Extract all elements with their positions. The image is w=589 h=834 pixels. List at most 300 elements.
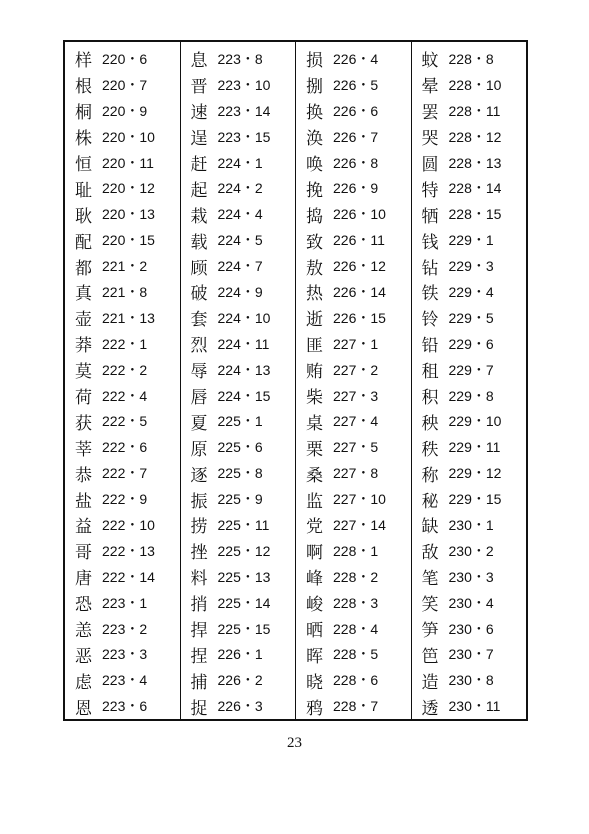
entry-character: 样 — [75, 51, 92, 72]
index-entry — [412, 227, 527, 253]
entry-reference: 228・3 — [333, 594, 379, 611]
index-entry — [296, 150, 411, 176]
index-entry — [181, 175, 296, 201]
entry-character: 晓 — [306, 672, 323, 693]
entry-character: 真 — [75, 284, 92, 305]
index-entry — [181, 667, 296, 693]
entry-character: 壶 — [75, 310, 92, 331]
entry-reference: 225・6 — [217, 439, 263, 456]
entry-character: 笑 — [421, 595, 439, 616]
entry-character: 栽 — [190, 206, 208, 227]
entry-reference: 222・1 — [102, 335, 148, 352]
index-entry — [65, 564, 180, 590]
entry-reference: 225・13 — [217, 568, 271, 585]
index-entry — [412, 460, 527, 486]
index-entry — [65, 641, 180, 667]
entry-character: 莫 — [75, 362, 92, 383]
index-entry — [65, 46, 180, 72]
entry-reference: 224・5 — [217, 232, 263, 249]
index-entry — [181, 564, 296, 590]
index-entry — [65, 434, 180, 460]
entry-reference: 226・1 — [217, 646, 263, 663]
index-entry — [65, 460, 180, 486]
entry-character: 速 — [190, 103, 208, 124]
entry-character: 罢 — [421, 103, 439, 124]
index-entry — [65, 150, 180, 176]
entry-reference: 225・14 — [217, 594, 271, 611]
index-entry — [296, 460, 411, 486]
index-entry — [412, 538, 527, 564]
entry-reference: 226・9 — [333, 180, 379, 197]
entry-character: 唐 — [75, 569, 92, 590]
index-column-4 — [411, 42, 527, 719]
entry-character: 捣 — [306, 206, 323, 227]
entry-reference: 223・1 — [102, 594, 148, 611]
index-entry — [181, 98, 296, 124]
index-entry — [65, 305, 180, 331]
entry-character: 挽 — [306, 180, 323, 201]
entry-reference: 228・6 — [333, 672, 379, 689]
entry-reference: 228・8 — [448, 50, 494, 67]
index-entry — [65, 98, 180, 124]
index-entry — [296, 124, 411, 150]
index-entry — [181, 460, 296, 486]
entry-reference: 229・1 — [448, 232, 494, 249]
index-entry — [181, 305, 296, 331]
entry-character: 损 — [306, 51, 323, 72]
index-entry — [65, 383, 180, 409]
index-entry — [181, 538, 296, 564]
entry-character: 恒 — [75, 155, 92, 175]
index-entry — [412, 590, 527, 616]
index-entry — [181, 616, 296, 642]
entry-character: 恐 — [75, 595, 92, 616]
entry-reference: 227・2 — [333, 361, 379, 378]
index-entry — [412, 72, 527, 98]
entry-character: 秘 — [421, 491, 439, 512]
entry-reference: 229・10 — [448, 413, 502, 430]
entry-reference: 220・11 — [102, 154, 154, 171]
entry-character: 换 — [306, 103, 323, 124]
entry-character: 秧 — [421, 413, 439, 434]
entry-character: 桐 — [75, 103, 92, 124]
index-entry — [296, 564, 411, 590]
entry-character: 铃 — [421, 310, 439, 331]
index-entry — [412, 357, 527, 383]
index-entry — [296, 279, 411, 305]
entry-character: 笆 — [421, 646, 439, 667]
entry-character: 唤 — [306, 155, 323, 175]
index-entry — [412, 201, 527, 227]
index-entry — [296, 641, 411, 667]
entry-character: 耻 — [75, 180, 92, 201]
entry-reference: 226・8 — [333, 154, 379, 171]
entry-character: 起 — [190, 180, 208, 201]
entry-reference: 222・4 — [102, 387, 148, 404]
index-entry — [412, 175, 527, 201]
entry-character: 套 — [190, 310, 208, 331]
index-column-3 — [295, 42, 411, 719]
index-entry — [65, 175, 180, 201]
entry-reference: 228・15 — [448, 206, 502, 223]
entry-reference: 222・10 — [102, 516, 155, 533]
entry-character: 钻 — [421, 258, 439, 279]
entry-character: 敌 — [421, 543, 439, 564]
entry-character: 株 — [75, 129, 92, 150]
entry-character: 载 — [190, 232, 208, 253]
entry-character: 获 — [75, 413, 92, 434]
entry-character: 振 — [190, 491, 208, 512]
entry-reference: 226・4 — [333, 50, 379, 67]
entry-character: 牺 — [421, 206, 439, 227]
index-entry — [181, 72, 296, 98]
entry-reference: 228・11 — [448, 102, 501, 119]
entry-reference: 228・4 — [333, 620, 379, 637]
index-entry — [296, 590, 411, 616]
index-entry — [412, 408, 527, 434]
entry-character: 挫 — [190, 543, 208, 564]
entry-character: 息 — [190, 51, 208, 72]
entry-character: 铅 — [421, 336, 439, 357]
index-entry — [181, 227, 296, 253]
index-entry — [65, 408, 180, 434]
entry-reference: 226・15 — [333, 309, 386, 326]
entry-reference: 224・10 — [217, 309, 271, 326]
entry-reference: 229・12 — [448, 465, 502, 482]
entry-character: 逐 — [190, 465, 208, 486]
index-entry — [412, 564, 527, 590]
entry-character: 捞 — [190, 517, 208, 538]
entry-character: 辱 — [190, 362, 208, 383]
entry-character: 益 — [75, 517, 92, 538]
entry-reference: 224・7 — [217, 258, 263, 275]
entry-character: 虑 — [75, 672, 92, 693]
index-entry — [181, 486, 296, 512]
entry-character: 恩 — [75, 698, 92, 719]
entry-reference: 227・8 — [333, 465, 379, 482]
entry-character: 蚊 — [421, 51, 439, 72]
entry-character: 逝 — [306, 310, 323, 331]
index-entry — [181, 408, 296, 434]
entry-character: 热 — [306, 284, 323, 305]
entry-reference: 229・8 — [448, 387, 494, 404]
index-entry — [296, 512, 411, 538]
entry-character: 晖 — [306, 646, 323, 667]
entry-reference: 221・8 — [102, 283, 148, 300]
entry-reference: 226・7 — [333, 128, 379, 145]
entry-character: 柴 — [306, 388, 323, 409]
index-entry — [65, 590, 180, 616]
index-entry — [296, 486, 411, 512]
index-entry — [296, 693, 411, 719]
entry-reference: 230・8 — [448, 672, 494, 689]
entry-reference: 224・15 — [217, 387, 271, 404]
entry-reference: 223・14 — [217, 102, 271, 119]
entry-reference: 226・14 — [333, 283, 386, 300]
index-entry — [296, 408, 411, 434]
index-entry — [181, 590, 296, 616]
entry-reference: 224・11 — [217, 335, 270, 352]
entry-character: 恶 — [75, 646, 92, 667]
entry-character: 料 — [190, 569, 208, 590]
index-entry — [296, 72, 411, 98]
entry-character: 哭 — [421, 129, 439, 150]
index-entry — [181, 357, 296, 383]
entry-reference: 224・2 — [217, 180, 263, 197]
index-entry — [65, 616, 180, 642]
entry-reference: 230・3 — [448, 568, 494, 585]
index-entry — [296, 538, 411, 564]
entry-character: 铁 — [421, 284, 439, 305]
entry-character: 称 — [421, 465, 439, 486]
entry-reference: 228・2 — [333, 568, 379, 585]
entry-character: 积 — [421, 388, 439, 409]
entry-character: 荷 — [75, 388, 92, 409]
index-entry — [296, 667, 411, 693]
entry-character: 莽 — [75, 336, 92, 357]
entry-reference: 230・7 — [448, 646, 494, 663]
index-entry — [296, 434, 411, 460]
entry-character: 贿 — [306, 362, 323, 383]
index-entry — [412, 46, 527, 72]
entry-reference: 230・1 — [448, 516, 494, 533]
entry-reference: 220・9 — [102, 102, 148, 119]
entry-character: 哥 — [75, 543, 92, 564]
entry-reference: 229・6 — [448, 335, 494, 352]
entry-reference: 221・13 — [102, 309, 155, 326]
entry-reference: 227・4 — [333, 413, 379, 430]
entry-character: 顾 — [190, 258, 208, 279]
entry-reference: 229・3 — [448, 258, 494, 275]
index-entry — [296, 46, 411, 72]
entry-character: 敖 — [306, 258, 323, 279]
index-entry — [65, 227, 180, 253]
entry-character: 逞 — [190, 129, 208, 150]
entry-reference: 225・9 — [217, 491, 263, 508]
entry-reference: 228・12 — [448, 128, 502, 145]
entry-reference: 227・3 — [333, 387, 379, 404]
entry-character: 捍 — [190, 621, 208, 642]
entry-character: 秩 — [421, 439, 439, 460]
entry-reference: 229・7 — [448, 361, 494, 378]
index-entry — [412, 512, 527, 538]
entry-character: 笔 — [421, 569, 439, 590]
index-entry — [65, 486, 180, 512]
entry-character: 夏 — [190, 413, 208, 434]
index-entry — [65, 124, 180, 150]
entry-character: 晒 — [306, 621, 323, 642]
index-entry — [181, 331, 296, 357]
entry-reference: 223・6 — [102, 698, 148, 715]
entry-reference: 224・1 — [217, 154, 263, 171]
entry-character: 造 — [421, 672, 439, 693]
entry-character: 特 — [421, 180, 439, 201]
entry-character: 烈 — [190, 336, 208, 357]
index-entry — [296, 253, 411, 279]
entry-character: 监 — [306, 491, 323, 512]
entry-character: 桑 — [306, 465, 323, 486]
entry-reference: 225・1 — [217, 413, 263, 430]
index-entry — [181, 150, 296, 176]
entry-reference: 225・12 — [217, 542, 271, 559]
index-column-1 — [65, 42, 180, 719]
entry-character: 党 — [306, 517, 323, 538]
entry-reference: 229・5 — [448, 309, 494, 326]
index-entry — [65, 357, 180, 383]
index-entry — [65, 279, 180, 305]
index-entry — [412, 279, 527, 305]
entry-reference: 226・2 — [217, 672, 263, 689]
index-entry — [412, 616, 527, 642]
entry-reference: 220・6 — [102, 50, 148, 67]
entry-reference: 223・2 — [102, 620, 148, 637]
index-entry — [181, 434, 296, 460]
index-entry — [65, 512, 180, 538]
entry-character: 盐 — [75, 491, 92, 512]
index-entry — [412, 434, 527, 460]
entry-reference: 223・3 — [102, 646, 148, 663]
index-column-2 — [180, 42, 296, 719]
index-entry — [296, 305, 411, 331]
entry-character: 捌 — [306, 77, 323, 98]
entry-reference: 224・4 — [217, 206, 263, 223]
entry-reference: 229・4 — [448, 283, 494, 300]
entry-reference: 226・12 — [333, 258, 386, 275]
entry-reference: 220・10 — [102, 128, 155, 145]
entry-character: 涣 — [306, 129, 323, 150]
entry-character: 捎 — [190, 595, 208, 616]
entry-reference: 222・5 — [102, 413, 148, 430]
index-entry — [412, 124, 527, 150]
index-entry — [412, 331, 527, 357]
entry-reference: 228・13 — [448, 154, 502, 171]
index-entry — [412, 98, 527, 124]
index-entry — [296, 227, 411, 253]
index-entry — [65, 538, 180, 564]
entry-reference: 223・10 — [217, 76, 271, 93]
entry-reference: 226・10 — [333, 206, 386, 223]
entry-character: 啊 — [306, 543, 323, 564]
entry-reference: 226・11 — [333, 232, 385, 249]
entry-character: 捕 — [190, 672, 208, 693]
entry-reference: 230・2 — [448, 542, 494, 559]
index-entry — [181, 693, 296, 719]
entry-reference: 225・15 — [217, 620, 271, 637]
entry-reference: 220・12 — [102, 180, 155, 197]
entry-character: 唇 — [190, 388, 208, 409]
entry-reference: 224・13 — [217, 361, 271, 378]
entry-reference: 220・7 — [102, 76, 148, 93]
entry-reference: 222・9 — [102, 491, 148, 508]
index-entry — [412, 383, 527, 409]
entry-character: 笋 — [421, 621, 439, 642]
index-entry — [296, 175, 411, 201]
entry-reference: 226・5 — [333, 76, 379, 93]
entry-reference: 225・8 — [217, 465, 263, 482]
index-entry — [181, 201, 296, 227]
entry-character: 耿 — [75, 206, 92, 227]
entry-character: 匪 — [306, 336, 323, 357]
entry-reference: 227・5 — [333, 439, 379, 456]
index-entry — [412, 305, 527, 331]
entry-character: 原 — [190, 439, 208, 460]
entry-reference: 223・4 — [102, 672, 148, 689]
entry-reference: 227・14 — [333, 516, 386, 533]
index-entry — [412, 641, 527, 667]
index-entry — [65, 253, 180, 279]
entry-reference: 220・13 — [102, 206, 155, 223]
entry-character: 致 — [306, 232, 323, 253]
index-entry — [412, 693, 527, 719]
entry-character: 缺 — [421, 517, 439, 538]
entry-reference: 223・15 — [217, 128, 271, 145]
entry-character: 配 — [75, 232, 92, 253]
entry-character: 透 — [421, 698, 439, 719]
entry-reference: 230・4 — [448, 594, 494, 611]
entry-character: 莘 — [75, 439, 92, 460]
entry-reference: 226・6 — [333, 102, 379, 119]
index-entry — [181, 253, 296, 279]
index-entry — [296, 331, 411, 357]
entry-character: 都 — [75, 258, 92, 279]
index-entry — [412, 150, 527, 176]
index-entry — [181, 279, 296, 305]
entry-reference: 228・10 — [448, 76, 502, 93]
entry-reference: 227・10 — [333, 491, 386, 508]
entry-reference: 230・11 — [448, 698, 501, 715]
index-entry — [296, 383, 411, 409]
index-entry — [65, 331, 180, 357]
entry-reference: 223・8 — [217, 50, 263, 67]
index-entry — [181, 641, 296, 667]
entry-reference: 222・14 — [102, 568, 155, 585]
index-entry — [181, 124, 296, 150]
entry-character: 根 — [75, 77, 92, 98]
entry-reference: 221・2 — [102, 258, 148, 275]
index-entry — [412, 253, 527, 279]
index-entry — [296, 201, 411, 227]
entry-character: 栗 — [306, 439, 323, 460]
index-entry — [296, 98, 411, 124]
entry-reference: 220・15 — [102, 232, 155, 249]
entry-character: 鸦 — [306, 698, 323, 719]
entry-reference: 222・7 — [102, 465, 148, 482]
index-entry — [296, 616, 411, 642]
character-index-table — [63, 40, 528, 721]
entry-reference: 225・11 — [217, 516, 270, 533]
entry-character: 恭 — [75, 465, 92, 486]
entry-character: 破 — [190, 284, 208, 305]
entry-character: 捏 — [190, 646, 208, 667]
entry-reference: 228・7 — [333, 698, 379, 715]
index-entry — [412, 486, 527, 512]
index-entry — [412, 667, 527, 693]
entry-character: 峰 — [306, 569, 323, 590]
index-entry — [65, 201, 180, 227]
index-entry — [181, 46, 296, 72]
index-entry — [65, 667, 180, 693]
entry-reference: 222・2 — [102, 361, 148, 378]
entry-character: 桌 — [306, 413, 323, 434]
entry-reference: 228・14 — [448, 180, 502, 197]
page-number: 23 — [287, 735, 302, 751]
index-entry — [181, 512, 296, 538]
entry-reference: 229・11 — [448, 439, 501, 456]
entry-character: 租 — [421, 362, 439, 383]
entry-character: 晕 — [421, 77, 439, 98]
entry-character: 捉 — [190, 698, 208, 719]
index-entry — [296, 357, 411, 383]
